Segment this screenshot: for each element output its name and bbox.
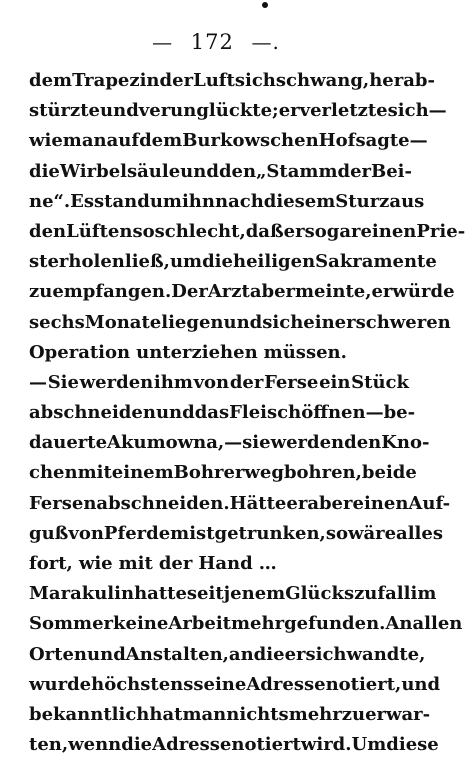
word: Sturz xyxy=(335,190,390,212)
word: und xyxy=(87,643,126,665)
word: zu xyxy=(341,703,366,725)
word: — xyxy=(365,402,384,424)
word: man xyxy=(62,130,107,152)
word: bekanntlich xyxy=(29,703,150,725)
word: wandte, xyxy=(346,643,426,665)
word: Luft xyxy=(193,70,235,91)
word: jenem xyxy=(223,583,286,605)
word: mehr xyxy=(288,703,342,725)
text-line xyxy=(29,553,409,583)
word: Um xyxy=(351,734,387,756)
word: werden xyxy=(270,432,345,454)
word: schweren xyxy=(355,311,451,333)
word: wurde xyxy=(29,673,92,695)
text-line xyxy=(29,160,412,191)
word: unterziehen xyxy=(136,341,258,363)
word: guß xyxy=(29,522,69,544)
word: ihm xyxy=(153,371,193,393)
word: nichts xyxy=(226,703,289,725)
word: ten, xyxy=(29,734,69,756)
word: einen xyxy=(360,220,417,242)
word: sechs xyxy=(29,311,85,333)
word: Trapez xyxy=(72,70,140,91)
word: er xyxy=(278,100,300,122)
word: mehr xyxy=(231,613,285,635)
word: Arbeit xyxy=(168,613,231,635)
word: zu xyxy=(29,281,53,303)
text-line xyxy=(29,583,437,613)
word: Fleisch xyxy=(229,402,302,424)
word: sogar xyxy=(304,220,361,242)
text-line xyxy=(29,372,409,402)
word: und xyxy=(100,100,139,122)
word: nach xyxy=(214,190,264,212)
word: meinte, xyxy=(295,281,372,303)
word: abschneiden xyxy=(29,402,156,424)
word: Ferse xyxy=(264,371,319,393)
word: ließ, xyxy=(124,251,170,273)
word: und xyxy=(401,673,441,695)
text-line xyxy=(29,613,463,643)
word: diese xyxy=(386,734,439,756)
word: den xyxy=(29,220,67,242)
word: höchstens xyxy=(91,673,194,695)
word: der xyxy=(158,553,193,574)
text-line xyxy=(29,432,430,462)
word: aber xyxy=(307,492,353,514)
word: dem xyxy=(29,70,73,91)
word: chen xyxy=(29,462,78,484)
word: wenn xyxy=(68,734,122,756)
word: den xyxy=(344,432,382,454)
word: die xyxy=(121,734,153,756)
word: mit xyxy=(118,553,153,574)
word: Adresse xyxy=(246,673,326,695)
word: Auf- xyxy=(408,492,451,514)
word: Wirbelsäule xyxy=(59,160,181,182)
word: das xyxy=(194,402,230,424)
word: … xyxy=(258,553,277,574)
word: im xyxy=(410,583,437,605)
word: er xyxy=(371,281,393,303)
word: „Stamm xyxy=(256,160,338,182)
word: an xyxy=(228,643,254,665)
word: Adresse xyxy=(152,734,232,756)
word: werden xyxy=(79,371,154,393)
word: beide xyxy=(361,462,417,484)
word: von xyxy=(193,371,230,393)
word: Stück xyxy=(351,371,409,393)
ink-dot xyxy=(262,2,268,8)
word: einen xyxy=(352,492,409,514)
word: Kno- xyxy=(381,432,430,454)
text-line xyxy=(29,342,409,372)
word: Glückszufall xyxy=(285,583,411,605)
word: Bohrer xyxy=(173,462,245,484)
word: der xyxy=(229,371,264,393)
word: wegbohren, xyxy=(244,462,362,484)
word: fort, xyxy=(29,553,73,574)
text-line xyxy=(29,402,416,432)
word: Monate xyxy=(84,311,162,333)
word: so xyxy=(325,522,348,544)
word: sich xyxy=(305,643,347,665)
word: keine xyxy=(113,613,169,635)
body-text xyxy=(29,70,465,764)
word: der xyxy=(159,70,194,91)
word: wie xyxy=(29,130,63,152)
text-line xyxy=(29,130,428,160)
word: sagte xyxy=(355,130,410,152)
word: auf xyxy=(106,130,140,152)
word: wäre xyxy=(347,522,397,544)
word: um xyxy=(149,190,182,212)
word: um xyxy=(169,251,203,273)
word: den xyxy=(218,160,257,182)
word: seit xyxy=(186,583,224,605)
word: Operation xyxy=(29,341,131,363)
word: Prie- xyxy=(416,220,465,242)
word: er xyxy=(284,643,306,665)
word: ihn xyxy=(181,190,215,212)
word: Bei- xyxy=(371,160,412,182)
text-line xyxy=(29,734,439,764)
text-line xyxy=(29,70,435,100)
word: öffnen xyxy=(301,402,366,424)
page-number: 172 xyxy=(190,30,234,54)
word: sich xyxy=(262,311,304,333)
word: — xyxy=(29,371,47,393)
word: Pferdemist xyxy=(103,522,215,544)
word: von xyxy=(68,522,104,544)
word: notiert, xyxy=(325,673,402,695)
word: müssen. xyxy=(263,341,347,363)
word: die xyxy=(29,160,60,182)
word: aus xyxy=(389,190,425,212)
word: einer xyxy=(303,311,356,333)
word: seine xyxy=(193,673,247,695)
text-line xyxy=(29,220,465,251)
word: ne“. xyxy=(29,190,71,212)
word: — xyxy=(224,432,243,454)
word: verletzte xyxy=(299,100,388,122)
word: gefunden. xyxy=(284,613,386,635)
word: würde xyxy=(392,281,455,303)
word: wird. xyxy=(300,734,352,756)
word: er xyxy=(286,492,308,514)
text-line xyxy=(29,462,417,492)
word: erwar- xyxy=(365,703,431,725)
word: er xyxy=(283,220,305,242)
word: in xyxy=(139,70,160,91)
text-line xyxy=(29,311,451,342)
word: — xyxy=(409,130,428,152)
word: notiert xyxy=(231,734,301,756)
word: Lüften xyxy=(66,220,133,242)
word: holen xyxy=(68,251,125,273)
text-line xyxy=(29,673,441,704)
text-line xyxy=(29,522,443,553)
word: Sommer xyxy=(29,613,114,635)
word: Anstalten, xyxy=(125,643,229,665)
word: die xyxy=(253,643,285,665)
page-header xyxy=(0,30,432,54)
word: man xyxy=(182,703,227,725)
word: alles xyxy=(396,522,443,544)
word: Marakulin xyxy=(29,583,135,605)
word: mit xyxy=(77,462,112,484)
word: empfangen. xyxy=(52,281,172,303)
word: und xyxy=(180,160,219,182)
text-line xyxy=(29,251,437,281)
word: und xyxy=(223,311,263,333)
word: Hand xyxy=(198,553,253,574)
word: Es xyxy=(70,190,95,212)
word: Hätte xyxy=(229,492,287,514)
word: verunglückte; xyxy=(138,100,279,122)
word: Arzt xyxy=(207,281,250,303)
header-dash-left: — xyxy=(152,30,174,54)
text-line xyxy=(29,703,431,734)
text-line xyxy=(29,100,447,130)
word: dem xyxy=(139,130,183,152)
word: sie xyxy=(242,432,271,454)
word: einem xyxy=(111,462,174,484)
word: Orten xyxy=(29,643,88,665)
text-line xyxy=(29,492,451,523)
word: und xyxy=(155,402,195,424)
word: Sie xyxy=(47,371,79,393)
word: hat xyxy=(149,703,183,725)
word: sich xyxy=(387,100,429,122)
word: schlecht, xyxy=(154,220,246,242)
word: liegen xyxy=(161,311,224,333)
word: getrunken, xyxy=(214,522,326,544)
word: Burkowschen xyxy=(182,130,319,152)
word: Der xyxy=(171,281,208,303)
word: ster xyxy=(29,251,69,273)
header-dash-right: —. xyxy=(251,30,280,54)
word: so xyxy=(132,220,155,242)
word: heiligen xyxy=(232,251,316,273)
word: be- xyxy=(383,402,416,424)
word: die xyxy=(202,251,233,273)
word: An xyxy=(385,613,413,635)
text-line xyxy=(29,190,425,221)
word: daß xyxy=(245,220,284,242)
word: stürzte xyxy=(29,100,101,122)
word: — xyxy=(428,100,447,122)
word: schwang, xyxy=(275,70,370,91)
word: der xyxy=(337,160,372,182)
word: Fersen xyxy=(29,492,97,514)
text-line xyxy=(29,281,455,311)
word: aber xyxy=(249,281,296,303)
word: Sakramente xyxy=(315,251,437,273)
word: abschneiden. xyxy=(96,492,230,514)
word: Akumowna, xyxy=(107,432,225,454)
word: allen xyxy=(412,613,463,635)
word: stand xyxy=(94,190,150,212)
word: diesem xyxy=(263,190,336,212)
word: hatte xyxy=(134,583,187,605)
word: ein xyxy=(319,371,351,393)
word: sich xyxy=(234,70,276,91)
text-line xyxy=(29,643,426,674)
word: Hof xyxy=(318,130,356,152)
word: herab- xyxy=(369,70,435,91)
word: dauerte xyxy=(29,432,108,454)
word: wie xyxy=(78,553,113,574)
